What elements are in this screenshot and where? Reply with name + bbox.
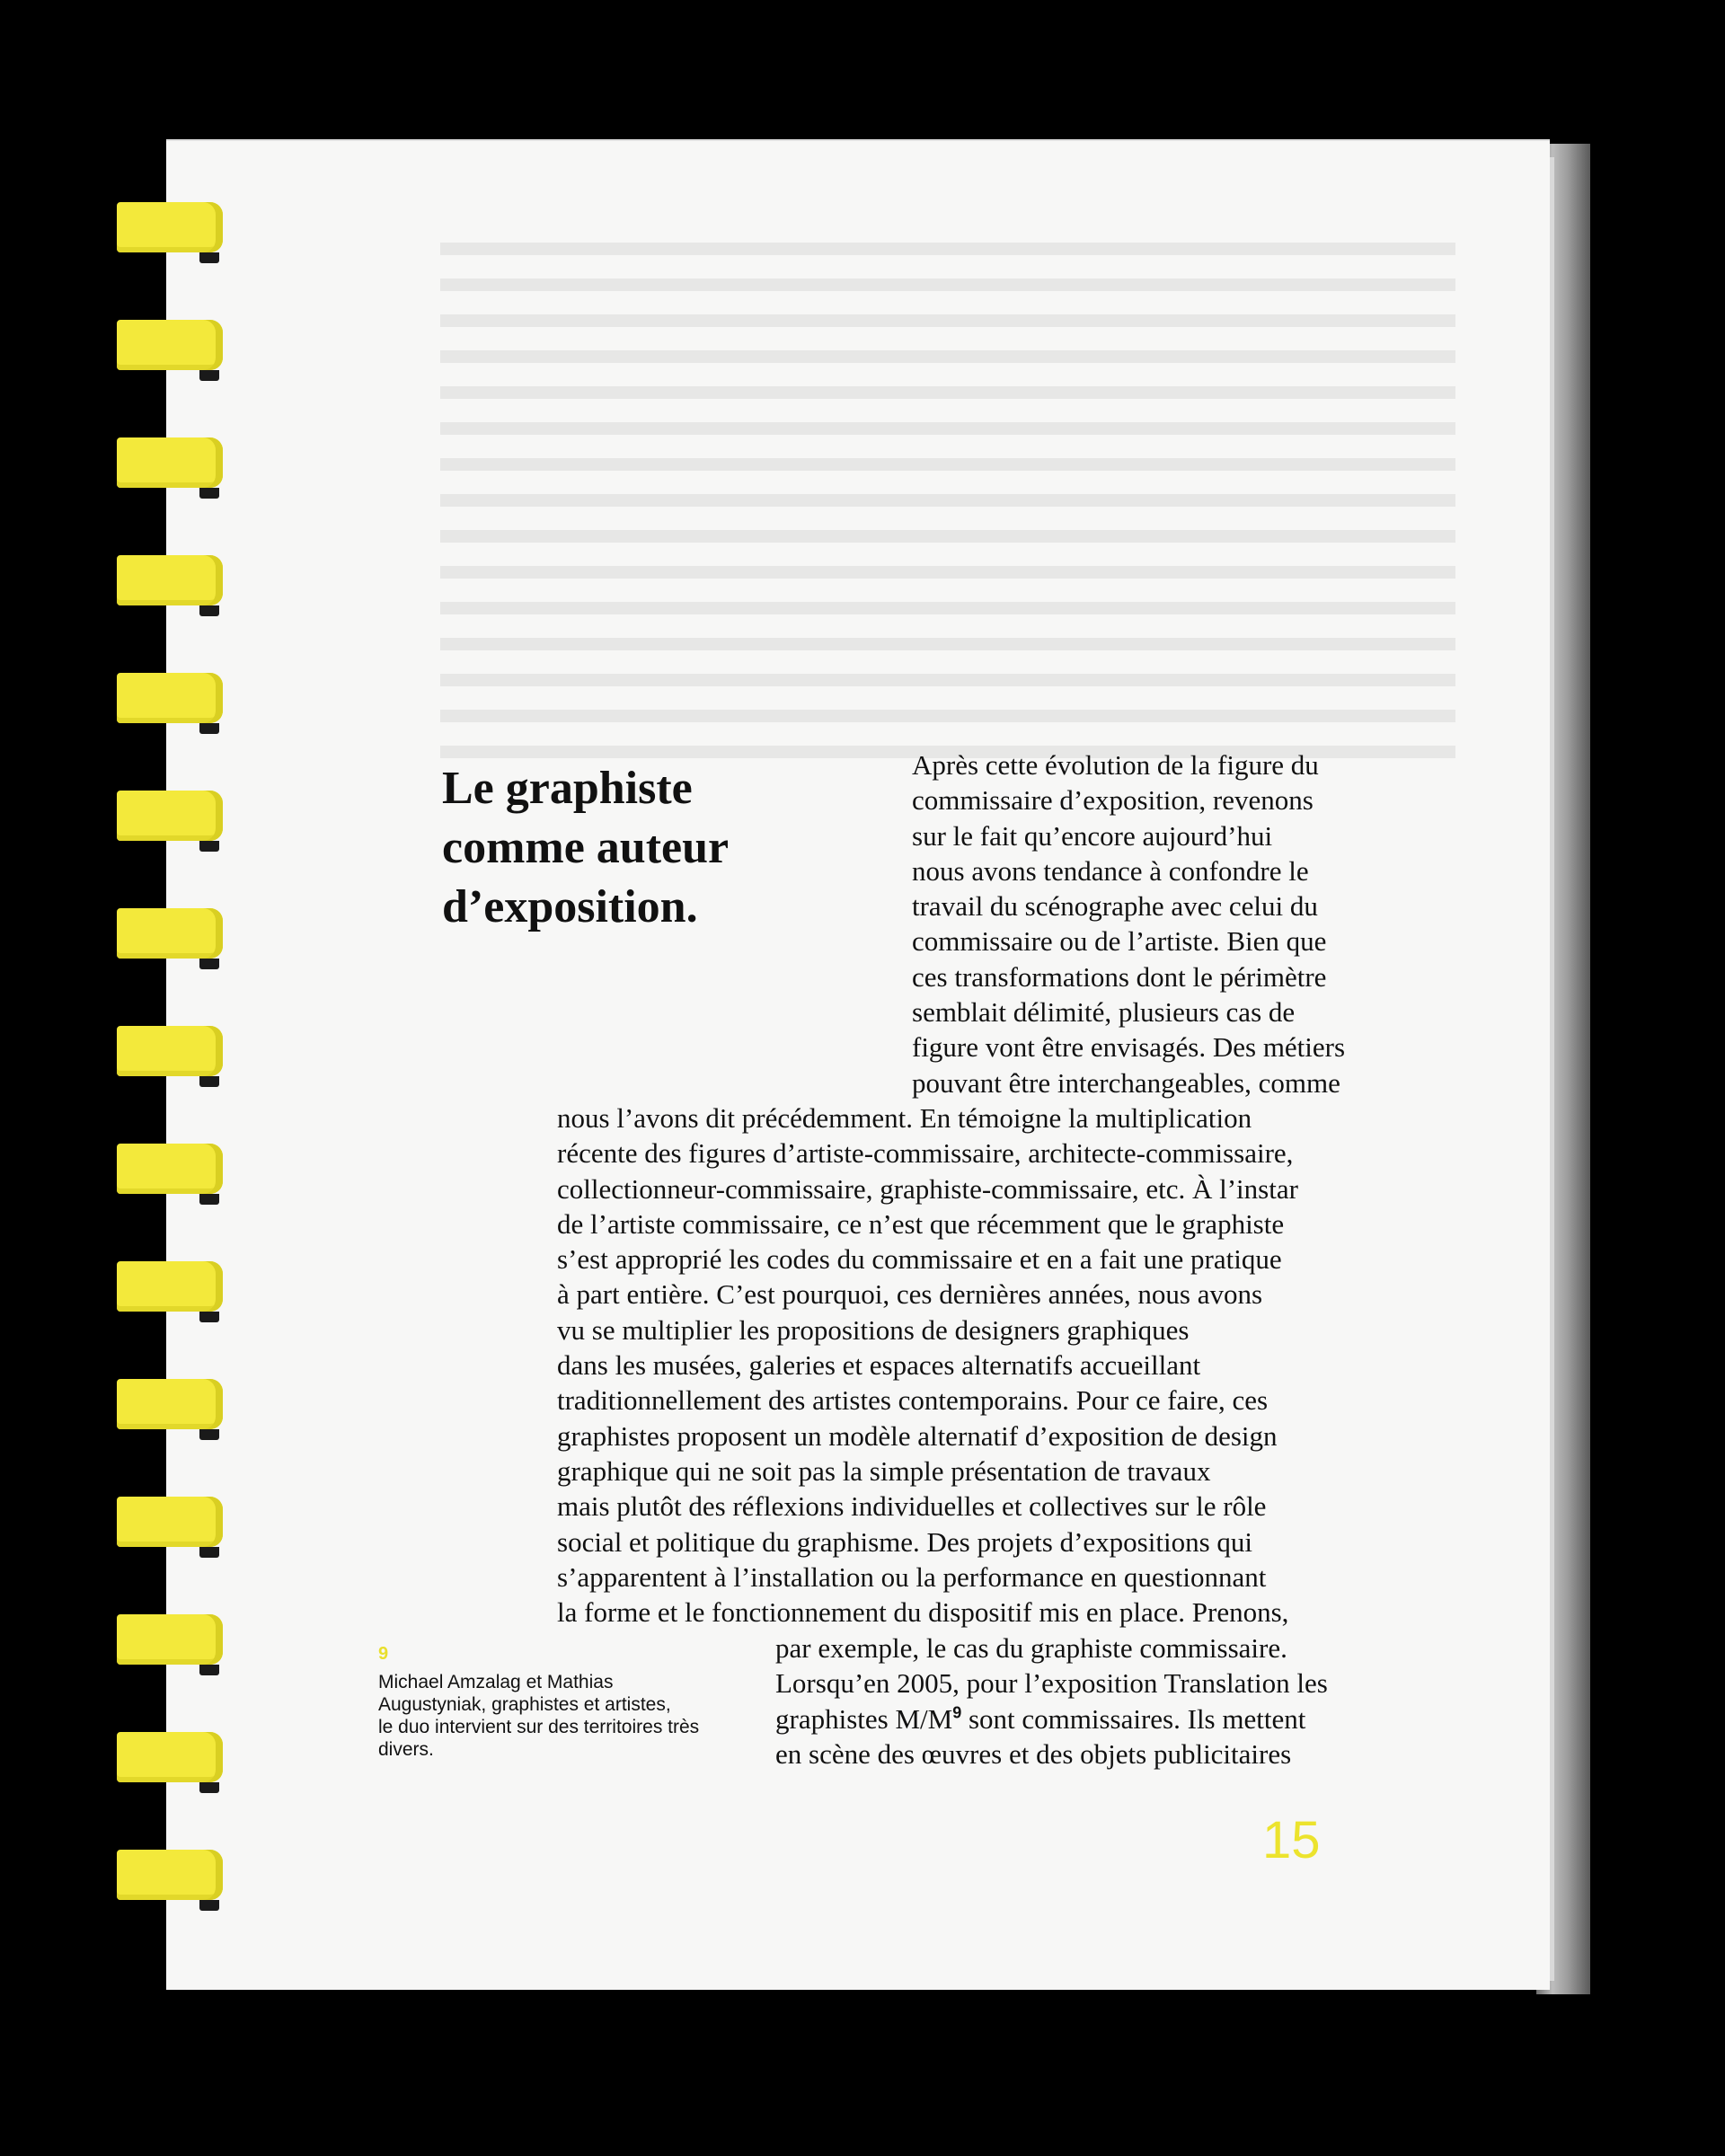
binding-ring <box>117 1732 223 1782</box>
text-line: la forme et le fonctionnement du dispositif mis en place. Prenons, <box>557 1596 1289 1629</box>
text-line: en scène des œuvres et des objets publicitaires <box>775 1737 1292 1770</box>
text-line: pouvant être interchangeables, comme <box>912 1066 1340 1099</box>
text-line: figure vont être envisagés. Des métiers <box>912 1031 1346 1064</box>
section-title <box>442 759 891 937</box>
text-line: sur le fait qu’encore aujourd’hui <box>912 819 1273 852</box>
title-line-3: d’exposition. <box>442 881 698 932</box>
text-line: collectionneur-commissaire, graphiste-commissaire, etc. À l’instar <box>557 1172 1298 1205</box>
title-line-1: Le graphiste <box>442 763 693 814</box>
show-through-texture <box>440 243 1455 782</box>
binding-ring <box>117 437 223 488</box>
binding-ring <box>117 555 223 605</box>
body-column-wide <box>557 1100 1298 1630</box>
text-line: de l’artiste commissaire, ce n’est que récemment que le graphiste <box>557 1207 1285 1240</box>
binding-ring <box>117 202 223 252</box>
text-line: nous avons tendance à confondre le <box>912 854 1309 887</box>
text-fragment: sont commissaires. Ils mettent <box>961 1702 1306 1735</box>
footnote-line: Augustyniak, graphistes et artistes, <box>378 1694 671 1715</box>
footnote-reference: 9 <box>952 1703 962 1722</box>
footnote-text <box>378 1671 756 1761</box>
title-line-2: comme auteur <box>442 822 730 873</box>
text-line: vu se multiplier les propositions de designers graphiques <box>557 1313 1190 1346</box>
body-column-bottom <box>775 1630 1328 1772</box>
text-line: mais plutôt des réflexions individuelles et collectives sur le rôle <box>557 1490 1267 1523</box>
binding-ring <box>117 1261 223 1312</box>
text-line: par exemple, le cas du graphiste commissaire. <box>775 1632 1287 1664</box>
text-line: traditionnellement des artistes contemporains. Pour ce faire, ces <box>557 1384 1269 1417</box>
text-line: semblait délimité, plusieurs cas de <box>912 996 1296 1029</box>
binding-ring <box>117 1497 223 1547</box>
page-number: 15 <box>1262 1811 1321 1869</box>
text-line: graphique qui ne soit pas la simple présentation de travaux <box>557 1454 1211 1487</box>
binding-ring <box>117 320 223 370</box>
footnote-line: divers. <box>378 1739 434 1760</box>
binding-ring <box>117 1850 223 1900</box>
text-line: Lorsqu’en 2005, pour l’exposition Translation les <box>775 1667 1328 1700</box>
binding-ring <box>117 1379 223 1429</box>
text-line: dans les musées, galeries et espaces alternatifs accueillant <box>557 1349 1201 1382</box>
binding-ring <box>117 1144 223 1194</box>
text-fragment: graphistes M/M <box>775 1702 953 1735</box>
text-line: commissaire d’exposition, revenons <box>912 784 1314 817</box>
text-line: social et politique du graphisme. Des projets d’expositions qui <box>557 1525 1253 1558</box>
text-line: à part entière. C’est pourquoi, ces dernières années, nous avons <box>557 1278 1263 1311</box>
footnote-line: le duo intervient sur des territoires très <box>378 1717 700 1737</box>
text-line-with-footnote-ref <box>775 1701 1328 1736</box>
footnote-line: Michael Amzalag et Mathias <box>378 1672 614 1692</box>
text-line: ces transformations dont le périmètre <box>912 960 1327 993</box>
body-column-right <box>912 747 1345 1100</box>
binding-ring <box>117 1026 223 1076</box>
footnote-number: 9 <box>378 1644 389 1664</box>
text-line: s’est approprié les codes du commissaire et en a fait une pratique <box>557 1243 1282 1276</box>
text-line: travail du scénographe avec celui du <box>912 890 1318 923</box>
binding-ring <box>117 791 223 841</box>
text-line: Après cette évolution de la figure du <box>912 749 1319 781</box>
text-line: récente des figures d’artiste-commissaire, architecte-commissaire, <box>557 1137 1294 1170</box>
binding-ring <box>117 908 223 959</box>
text-line: commissaire ou de l’artiste. Bien que <box>912 925 1327 958</box>
text-line: nous l’avons dit précédemment. En témoigne la multiplication <box>557 1102 1252 1134</box>
text-line: s’apparentent à l’installation ou la performance en questionnant <box>557 1560 1267 1593</box>
binding-ring <box>117 673 223 723</box>
binding-ring <box>117 1614 223 1665</box>
text-line: graphistes proposent un modèle alternatif d’exposition de design <box>557 1419 1278 1452</box>
